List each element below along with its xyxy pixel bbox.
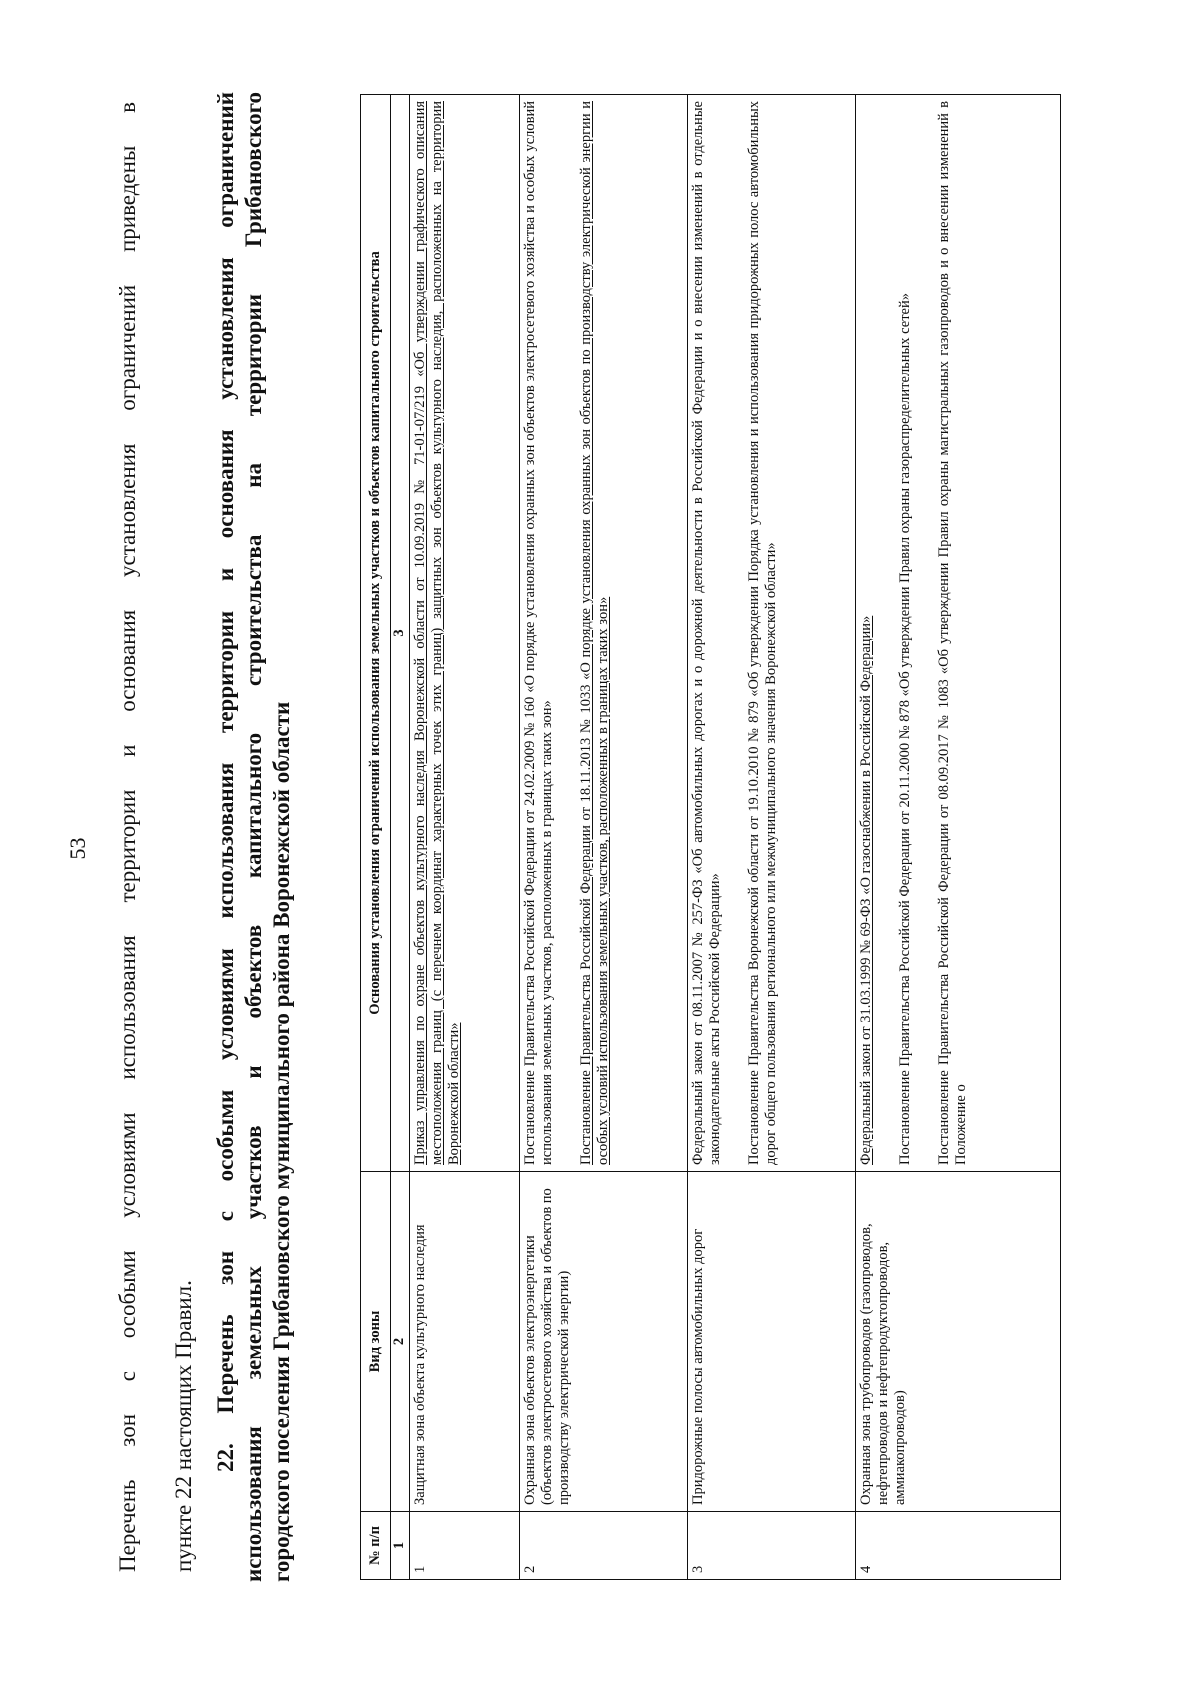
row-4-basis-doc-2: Постановление Правительства Российской Федерации от 20.11.2000 № 878 «Об утверждении Правил охраны газораспределительных сетей» [897, 293, 913, 1165]
column-number-row [391, 95, 410, 1580]
row-2-basis-doc-2: Постановление Правительства Российской Федерации от 18.11.2013 № 1033 «О порядке установления охранных зон объектов по производству электрической энергии и особых условий использования земельных участков, расположенных в границах таких зон» [578, 101, 611, 1165]
intro-line-1: Перечень зон с особыми условиями использования территории и основания установления ограничений приведены в [115, 102, 140, 1572]
page-number: 53 [65, 837, 90, 860]
row-2-num: 2 [520, 1512, 688, 1580]
column-number-3: 3 [391, 95, 410, 1172]
row-4-basis-doc-1: Федеральный закон от 31.03.1999 № 69-ФЗ «О газоснабжении в Российской Федерации» [858, 615, 874, 1165]
row-4-basis-doc-3: Постановление Правительства Российской Федерации от 08.09.2017 № 1083 «Об утверждении Правил охраны магистральных газопроводов и о внесении изменений в Положение о [936, 101, 969, 1165]
row-1-basis-doc-1: Приказ управления по охране объектов культурного наследия Воронежской области от 10.09.2019 № 71-01-07/219 «Об утверждении графического описания местоположения границ (с перечнем координат характерных точек этих границ) защитных зон объектов культурного наследия, расположенных на территории Воронежской области» [412, 101, 462, 1165]
table-row [520, 95, 688, 1580]
intro-paragraph [100, 102, 212, 1572]
section-title-line-2: использования земельных участков и объектов капитального строительства на территории Грибановского [241, 92, 266, 1582]
row-1-num: 1 [410, 1512, 520, 1580]
row-4-basis [856, 95, 1061, 1172]
header-num: № п/п [361, 1512, 391, 1580]
row-1-zone: Защитная зона объекта культурного наследия [410, 1172, 520, 1512]
column-number-1: 1 [391, 1512, 410, 1580]
row-4-zone: Охранная зона трубопроводов (газопроводов, нефтепроводов и нефтепродуктопроводов, аммиакопроводов) [856, 1172, 1061, 1512]
row-3-basis-doc-1: Федеральный закон от 08.11.2007 № 257-ФЗ «Об автомобильных дорогах и о дорожной деятельности в Российской Федерации и о внесении изменений в отдельные законодательные акты Российской Федерации» [690, 101, 723, 1165]
row-2-basis-doc-1: Постановление Правительства Российской Федерации от 24.02.2009 № 160 «О порядке установления охранных зон объектов электросетевого хозяйства и особых условий использования земельных участков, расположенных в границах таких зон» [522, 101, 555, 1165]
table-row [688, 95, 856, 1580]
table-row [856, 95, 1061, 1580]
row-3-zone: Придорожные полосы автомобильных дорог [688, 1172, 856, 1512]
section-title-line-3: городского поселения Грибановского муниципального района Воронежской области [269, 701, 294, 1582]
table-row [410, 95, 520, 1580]
row-1-basis [410, 95, 520, 1172]
row-3-basis-doc-2: Постановление Правительства Воронежской области от 19.10.2010 № 879 «Об утверждении Порядка установления и использования придорожных полос автомобильных дорог общего пользования регионального или межмуниципального значения Воронежской области» [746, 101, 779, 1165]
row-3-num: 3 [688, 1512, 856, 1580]
row-3-basis [688, 95, 856, 1172]
header-basis: Основания установления ограничений использования земельных участков и объектов капитального строительства [361, 95, 391, 1172]
header-zone: Вид зоны [361, 1172, 391, 1512]
column-number-2: 2 [391, 1172, 410, 1512]
intro-line-2: пункте 22 настоящих Правил. [171, 1280, 196, 1572]
row-4-num: 4 [856, 1512, 1061, 1580]
row-2-zone: Охранная зона объектов электроэнергетики (объектов электросетевого хозяйства и объектов по производству электрической энергии) [520, 1172, 688, 1512]
zones-table [360, 94, 1061, 1580]
table-header-row [361, 95, 391, 1580]
section-title [212, 92, 296, 1582]
row-2-basis [520, 95, 688, 1172]
section-title-line-1: 22. Перечень зон с особыми условиями использования территории и основания установления ограничений [213, 92, 238, 1472]
